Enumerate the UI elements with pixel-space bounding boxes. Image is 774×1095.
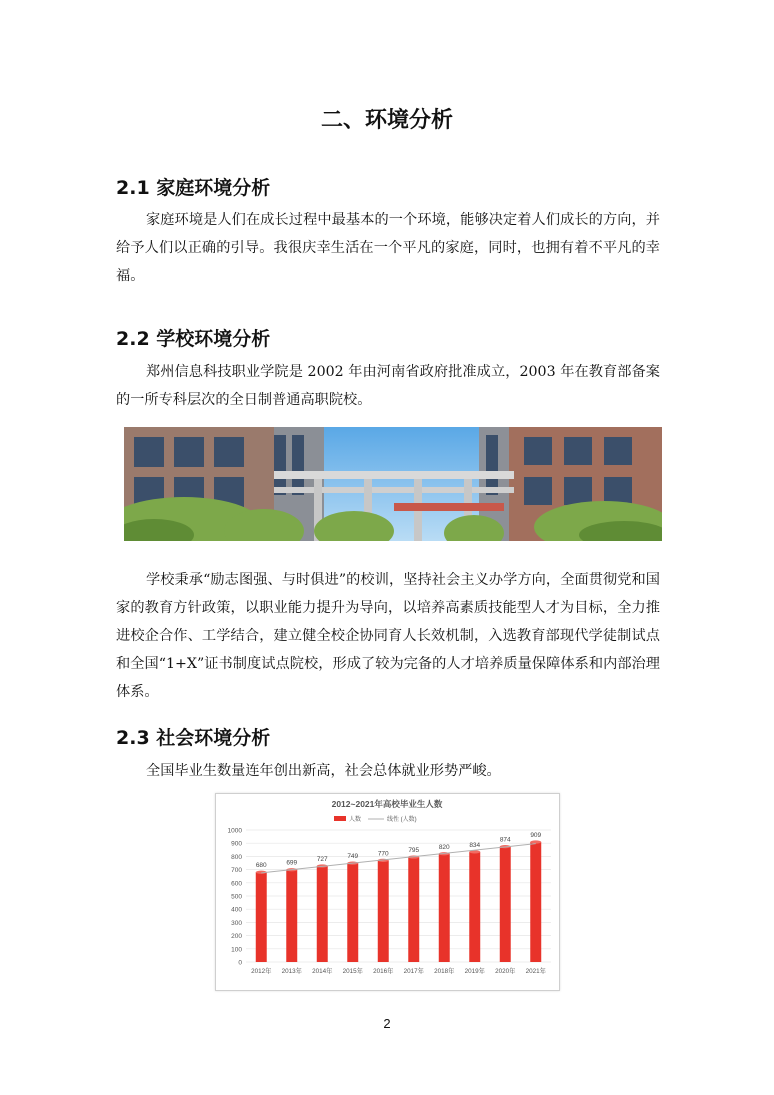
bar-2020年: [500, 847, 511, 962]
bar-2018年: [439, 854, 450, 962]
legend-swatch-count: [334, 816, 346, 821]
bar-2014年: [317, 866, 328, 962]
y-tick-label: 0: [238, 959, 242, 967]
data-label: 727: [316, 856, 328, 864]
data-label: 834: [469, 841, 481, 849]
x-tick-label: 2014年: [312, 968, 333, 975]
bar-2015年: [347, 863, 358, 962]
y-tick-label: 1000: [227, 827, 242, 835]
paragraph-school-detail: 学校秉承“励志图强、与时俱进”的校训，坚持社会主义办学方向，全面贯彻党和国家的教育方针政策，以职业能力提升为导向，以培养高素质技能型人才为目标，全力推进校企合作、工学结合，建立健全校企协同育人长效机制，入选教育部现代学徒制试点和全国“1+X”证书制度试点院校，形成了较为完备的人才培养质量保障体系和内部治理体系。: [116, 572, 660, 700]
section-title-society: 2.3 社会环境分析: [116, 727, 271, 749]
x-tick-label: 2021年: [525, 968, 546, 975]
x-tick-label: 2019年: [464, 968, 485, 975]
y-tick-label: 800: [231, 853, 242, 861]
bar-2021年: [530, 842, 541, 962]
bar-2017年: [408, 857, 419, 962]
page-title: 二、环境分析: [320, 108, 453, 133]
y-tick-label: 100: [231, 946, 242, 954]
data-label: 795: [408, 847, 420, 855]
section-title-family: 2.1 家庭环境分析: [116, 177, 271, 199]
data-label: 749: [347, 853, 359, 861]
data-label: 909: [530, 832, 542, 840]
legend-label-trend: 线性 (人数): [387, 817, 417, 823]
x-tick-label: 2018年: [434, 968, 455, 975]
chart-title: 2012~2021年高校毕业生人数: [331, 799, 443, 809]
data-label: 770: [377, 850, 389, 858]
x-tick-label: 2013年: [281, 968, 302, 975]
y-tick-label: 600: [231, 880, 242, 888]
y-tick-label: 400: [231, 906, 242, 914]
bar-2016年: [378, 860, 389, 962]
data-label: 699: [286, 859, 298, 867]
bar-2012年: [256, 872, 267, 962]
bar-2013年: [286, 870, 297, 962]
section-title-school: 2.2 学校环境分析: [116, 328, 271, 350]
data-label: 874: [499, 836, 511, 844]
y-tick-label: 900: [231, 840, 242, 848]
bar-2019年: [469, 852, 480, 962]
y-tick-label: 500: [231, 893, 242, 901]
x-tick-label: 2015年: [342, 968, 363, 975]
trend-line: [261, 841, 536, 873]
x-tick-label: 2012年: [251, 968, 272, 975]
paragraph-society: 全国毕业生数量连年创出新高，社会总体就业形势严峻。: [146, 763, 501, 779]
x-tick-label: 2020年: [495, 968, 516, 975]
x-tick-label: 2017年: [403, 968, 424, 975]
paragraph-school-intro: 郑州信息科技职业学院是 2002 年由河南省政府批准成立，2003 年在教育部备案的一所专科层次的全日制普通高职院校。: [116, 364, 660, 408]
x-tick-label: 2016年: [373, 968, 394, 975]
campus-photo: [124, 427, 662, 541]
data-label: 680: [255, 862, 267, 870]
y-tick-label: 200: [231, 933, 242, 941]
bar-cap: [530, 840, 541, 843]
page-number: 2: [383, 1016, 391, 1031]
paragraph-family: 家庭环境是人们在成长过程中最基本的一个环境，能够决定着人们成长的方向，并给予人们以正确的引导。我很庆幸生活在一个平凡的家庭，同时，也拥有着不平凡的幸福。: [116, 212, 660, 284]
graduates-bar-chart: [215, 793, 560, 991]
legend-label-count: 人数: [349, 817, 362, 823]
y-tick-label: 700: [231, 867, 242, 875]
y-tick-label: 300: [231, 919, 242, 927]
data-label: 820: [438, 843, 450, 851]
